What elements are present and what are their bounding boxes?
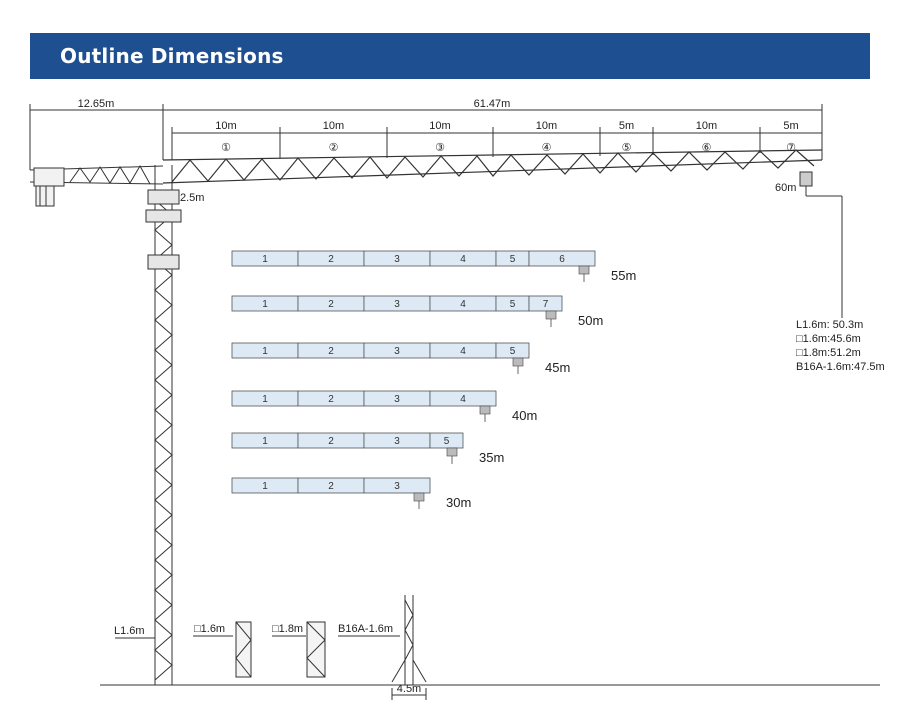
mast-type-label: □1.6m (194, 623, 226, 635)
jib-config-row (232, 296, 603, 328)
segment-number: 3 (394, 254, 400, 265)
jib-config-row (232, 478, 471, 510)
jib-length-label: 40m (512, 408, 538, 423)
hook-icon (480, 406, 490, 414)
segment-number: 4 (460, 394, 466, 405)
jib-truss (163, 150, 822, 183)
height-label: B16A-1.6m:47.5m (796, 361, 885, 373)
page-title: Outline Dimensions (60, 44, 284, 68)
segment-number: 1 (262, 481, 268, 492)
base-width: 4.5m (396, 683, 422, 695)
segment-number: 7 (542, 299, 549, 310)
jib-config-row (232, 391, 537, 423)
segment-number: 4 (460, 254, 466, 265)
mast-tower (100, 165, 880, 685)
section-number: ④ (541, 142, 552, 154)
hook-icon (447, 448, 457, 456)
section-length: 10m (695, 120, 718, 132)
head-height: 2.5m (180, 192, 205, 204)
segment-number: 5 (509, 254, 516, 265)
section-length: 5m (783, 120, 799, 132)
segment-number: 2 (328, 346, 334, 357)
jib-length-label: 55m (611, 268, 637, 283)
jib-total-length: 61.47m (473, 98, 511, 110)
segment-number: 6 (559, 254, 565, 265)
section-number: ① (221, 142, 231, 154)
height-label: □1.8m:51.2m (796, 347, 861, 359)
hook-icon (513, 358, 523, 366)
section-length: 5m (618, 120, 635, 132)
section-length: 10m (322, 120, 345, 132)
segment-number: 1 (262, 299, 268, 310)
segment-number: 2 (328, 481, 334, 492)
jib-length-label: 45m (545, 360, 571, 375)
segment-number: 2 (328, 394, 334, 405)
section-length: 10m (215, 120, 237, 132)
segment-number: 4 (460, 299, 466, 310)
mast-types (115, 595, 426, 700)
segment-number: 2 (328, 299, 334, 310)
height-label: L1.6m: 50.3m (796, 319, 864, 331)
segment-number: 3 (394, 394, 400, 405)
hook-icon (546, 311, 556, 319)
hook-icon (414, 493, 424, 501)
jib-config-row (232, 251, 636, 283)
tip-radius: 60m (775, 182, 797, 194)
segment-number: 1 (262, 394, 268, 405)
section-length: 10m (429, 120, 451, 132)
section-number: ⑦ (786, 142, 796, 154)
segment-number: 3 (394, 481, 400, 492)
section-number: ② (328, 142, 339, 154)
segment-number: 3 (394, 346, 400, 357)
section-number: ③ (435, 142, 445, 154)
jib-configurations (232, 251, 636, 510)
segment-number: 2 (328, 254, 334, 265)
segment-number: 4 (460, 346, 466, 357)
section-number: ⑥ (701, 142, 712, 154)
jib-config-row (232, 433, 504, 465)
jib-tip-trolley (800, 172, 842, 318)
jib-length-label: 30m (446, 495, 472, 510)
segment-number: 1 (262, 436, 268, 447)
mast-type-label: □1.8m (272, 623, 304, 635)
segment-number: 1 (262, 346, 268, 357)
counter-jib (30, 166, 163, 206)
segment-number: 5 (509, 346, 516, 357)
segment-number: 3 (394, 436, 400, 447)
mast-type-label: B16A-1.6m (338, 623, 394, 635)
jib-length-label: 50m (578, 313, 604, 328)
segment-number: 2 (328, 436, 334, 447)
segment-number: 1 (262, 254, 268, 265)
segment-number: 5 (509, 299, 516, 310)
segment-number: 3 (394, 299, 400, 310)
segment-number: 5 (443, 436, 450, 447)
height-label: □1.6m:45.6m (796, 333, 861, 345)
jib-length-label: 35m (479, 450, 505, 465)
section-number: ⑤ (621, 142, 632, 154)
section-length: 10m (535, 120, 558, 132)
height-list (796, 319, 885, 373)
hook-icon (579, 266, 589, 274)
mast-type-label: L1.6m (114, 625, 145, 637)
jib-config-row (232, 343, 570, 375)
counter-jib-length: 12.65m (77, 98, 115, 110)
